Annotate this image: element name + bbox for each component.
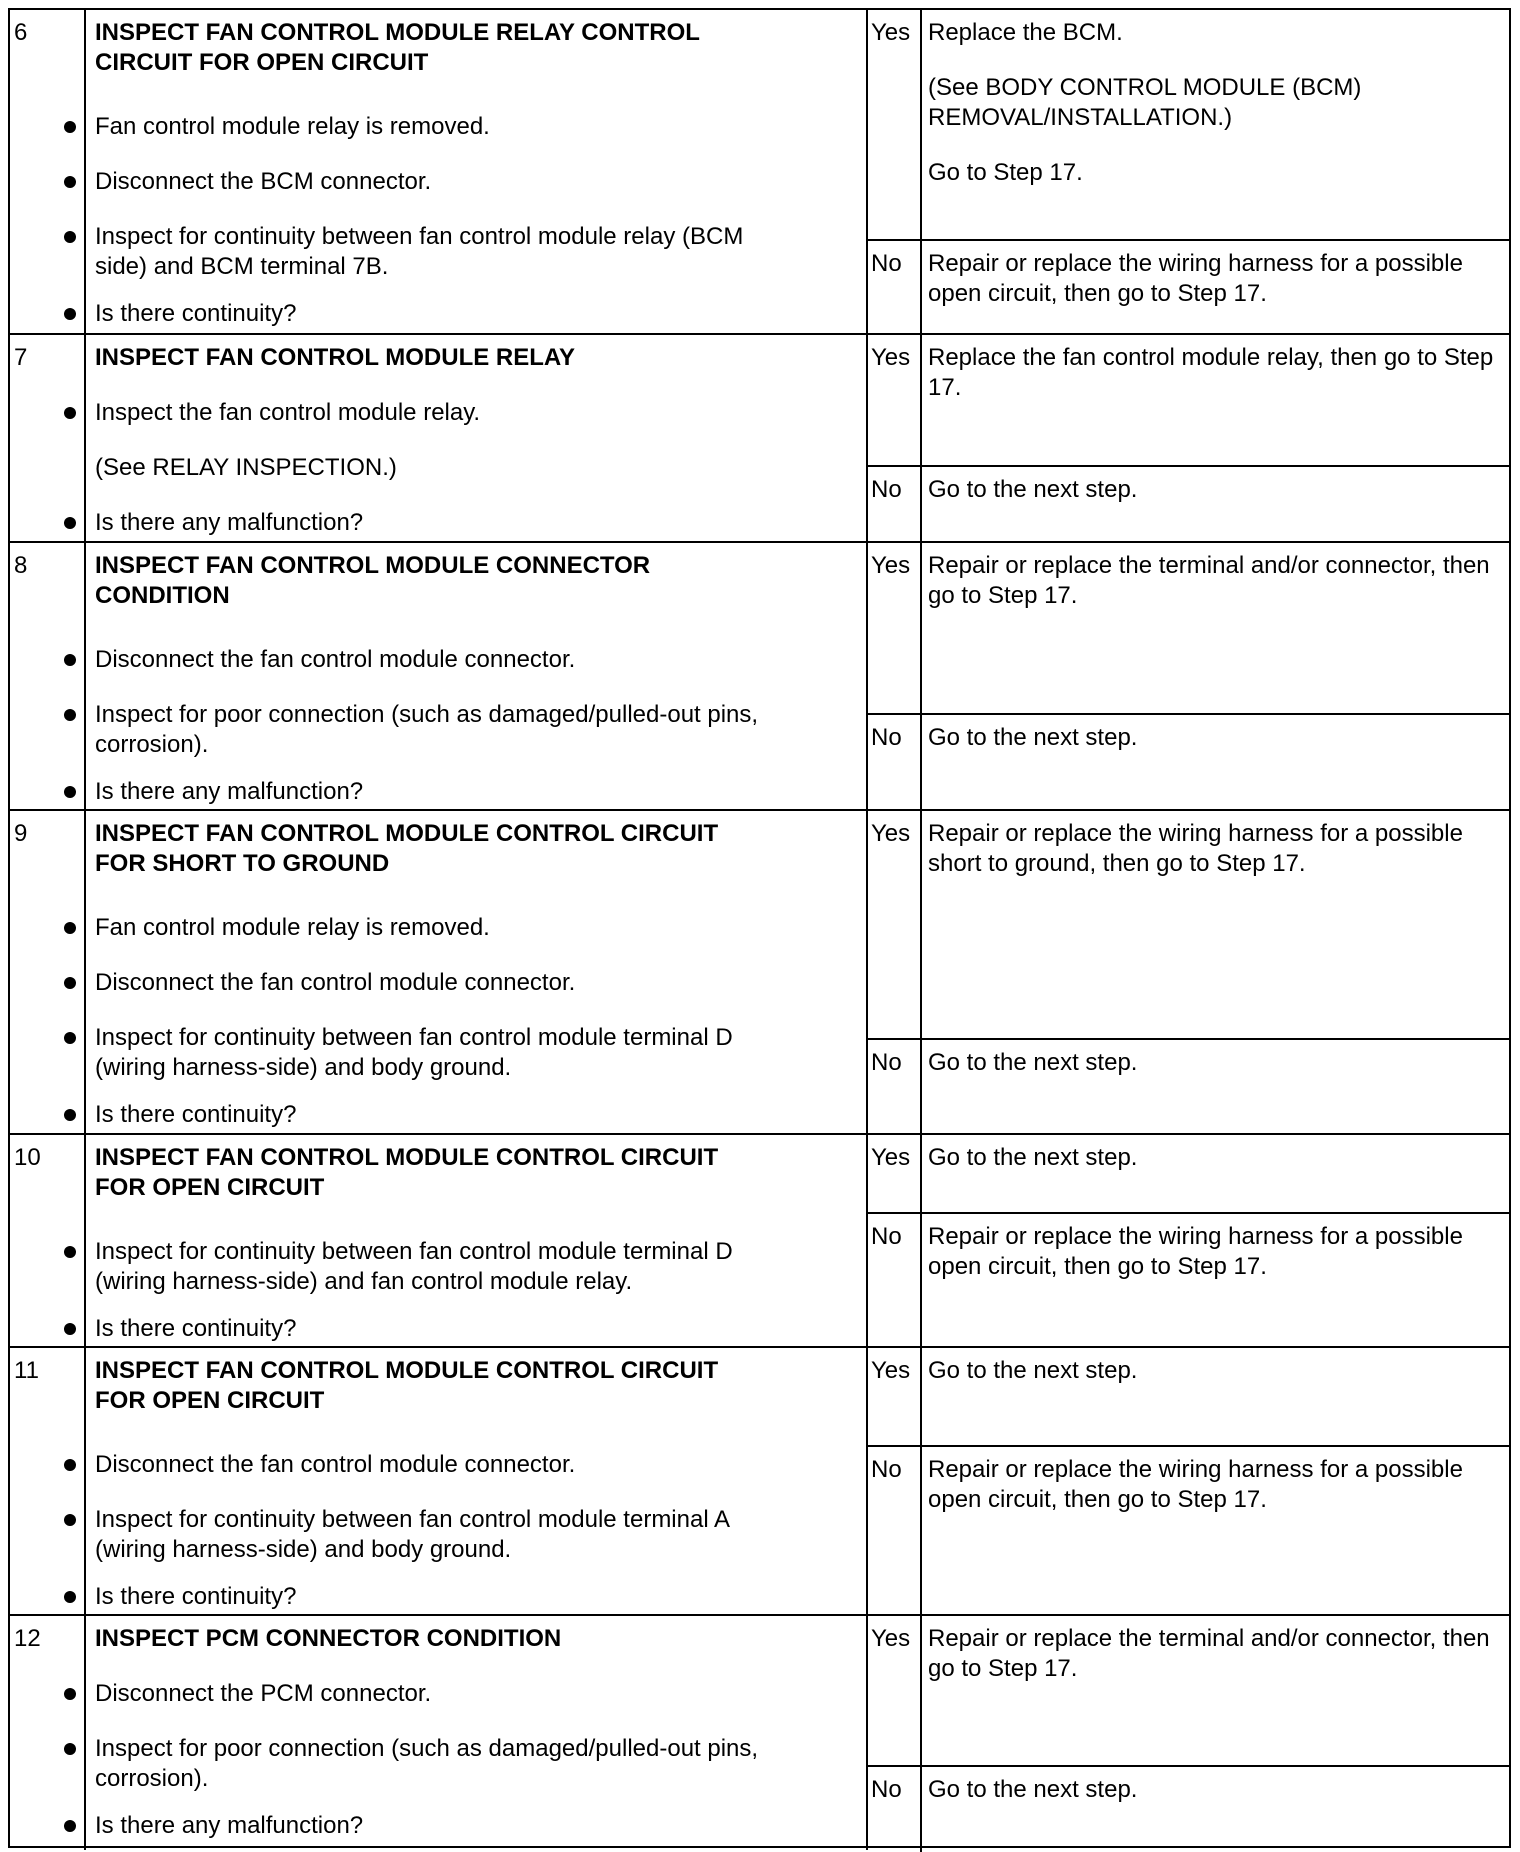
step-row (10, 1133, 1509, 1348)
no-answer-cell (868, 1040, 922, 1137)
yes-answer-cell (868, 543, 922, 713)
yes-result-cell (868, 1135, 1509, 1212)
step-number: 12 (14, 1625, 41, 1652)
no-action (928, 1775, 1508, 1805)
instruction-bullet: Inspect for poor connection (such as damaged/pulled-out pins, corrosion). (95, 1734, 775, 1794)
instruction-bullet: Fan control module relay is removed. (95, 913, 775, 943)
step-number-cell (10, 543, 86, 811)
action-text: Replace the fan control module relay, then go to Step 17. (928, 344, 1494, 401)
instruction-bullet: Inspect the fan control module relay. (95, 398, 775, 428)
no-answer-label: No (871, 1776, 902, 1803)
step-title: INSPECT FAN CONTROL MODULE CONTROL CIRCUIT FOR SHORT TO GROUND (95, 820, 719, 877)
yes-result-cell (868, 335, 1509, 465)
instruction-bullet: Inspect for poor connection (such as damaged/pulled-out pins, corrosion). (95, 700, 775, 760)
no-answer-label: No (871, 1456, 902, 1483)
no-action (928, 723, 1508, 753)
action-text: Go to the next step. (928, 1049, 1138, 1076)
step-number: 7 (14, 344, 28, 371)
no-result-cell (868, 1212, 1509, 1350)
step-title: INSPECT FAN CONTROL MODULE CONTROL CIRCUIT FOR OPEN CIRCUIT (95, 1144, 719, 1201)
action-text: Go to the next step. (928, 1776, 1138, 1803)
instruction-bullet: Is there continuity? (95, 299, 775, 329)
yes-answer-cell (868, 811, 922, 1038)
step-number-cell (10, 10, 86, 333)
no-answer-cell (868, 1214, 922, 1350)
yes-result-cell (868, 811, 1509, 1038)
yes-answer-label: Yes (871, 552, 911, 579)
no-answer-label: No (871, 476, 902, 503)
yes-action (928, 1624, 1508, 1684)
no-action (928, 1455, 1508, 1515)
instruction-bullet: Inspect for continuity between fan control module relay (BCM side) and BCM terminal 7B. (95, 222, 775, 282)
no-result-cell (868, 1445, 1509, 1618)
instruction-bullet: Fan control module relay is removed. (95, 112, 775, 142)
step-row (10, 809, 1509, 1135)
yes-action (928, 819, 1508, 879)
step-row (10, 541, 1509, 811)
action-text: Replace the BCM. (928, 19, 1123, 46)
instruction-bullet: Is there continuity? (95, 1582, 775, 1612)
no-result-cell (868, 1038, 1509, 1137)
instruction-bullet: Is there any malfunction? (95, 508, 775, 538)
no-action (928, 249, 1508, 309)
instruction-bullet: Is there continuity? (95, 1314, 775, 1344)
yes-action (928, 343, 1508, 403)
no-result-cell (868, 713, 1509, 813)
instruction-bullet: Inspect for continuity between fan control module terminal A (wiring harness-side) and body ground. (95, 1505, 775, 1565)
no-answer-cell (868, 1447, 922, 1618)
no-answer-cell (868, 1767, 922, 1852)
yes-answer-label: Yes (871, 19, 911, 46)
step-title: INSPECT FAN CONTROL MODULE RELAY CONTROL CIRCUIT FOR OPEN CIRCUIT (95, 19, 700, 76)
no-result-cell (868, 1765, 1509, 1852)
yes-answer-cell (868, 335, 922, 465)
yes-answer-cell (868, 1135, 922, 1212)
instruction-bullet: Is there any malfunction? (95, 777, 775, 807)
step-number: 6 (14, 19, 28, 46)
yes-answer-label: Yes (871, 820, 911, 847)
instruction-bullet: Is there continuity? (95, 1100, 775, 1130)
action-text: Repair or replace the wiring harness for a possible open circuit, then go to Step 17. (928, 1223, 1463, 1280)
action-text: (See BODY CONTROL MODULE (BCM) REMOVAL/INSTALLATION.) (928, 74, 1362, 131)
no-action (928, 475, 1508, 505)
action-text: Go to the next step. (928, 724, 1138, 751)
instruction-bullet: Inspect for continuity between fan control module terminal D (wiring harness-side) and fan control module relay. (95, 1237, 775, 1297)
action-text: Go to the next step. (928, 476, 1138, 503)
step-number-cell (10, 1135, 86, 1348)
step-title: INSPECT FAN CONTROL MODULE RELAY (95, 344, 576, 371)
yes-action (928, 551, 1508, 611)
no-answer-label: No (871, 250, 902, 277)
no-answer-cell (868, 467, 922, 545)
instruction-bullet: Disconnect the BCM connector. (95, 167, 775, 197)
step-title: INSPECT FAN CONTROL MODULE CONNECTOR CONDITION (95, 552, 651, 609)
diagnostic-procedure-table (8, 8, 1511, 1848)
instruction-bullet: Inspect for continuity between fan control module terminal D (wiring harness-side) and body ground. (95, 1023, 775, 1083)
no-result-cell (868, 465, 1509, 545)
action-text: Go to the next step. (928, 1357, 1138, 1384)
no-answer-label: No (871, 1223, 902, 1250)
yes-answer-label: Yes (871, 1625, 911, 1652)
yes-action (928, 18, 1508, 188)
step-row (10, 333, 1509, 543)
yes-answer-cell (868, 1348, 922, 1445)
no-action (928, 1048, 1508, 1078)
yes-result-cell (868, 1616, 1509, 1765)
no-result-cell (868, 239, 1509, 335)
yes-answer-label: Yes (871, 344, 911, 371)
action-text: Repair or replace the wiring harness for a possible open circuit, then go to Step 17. (928, 1456, 1463, 1513)
yes-result-cell (868, 543, 1509, 713)
step-number: 11 (14, 1357, 39, 1384)
action-text: Repair or replace the terminal and/or connector, then go to Step 17. (928, 552, 1490, 609)
reference-note: (See RELAY INSPECTION.) (95, 454, 397, 481)
action-text: Repair or replace the wiring harness for a possible short to ground, then go to Step 17. (928, 820, 1463, 877)
instruction-bullet: Disconnect the fan control module connector. (95, 645, 775, 675)
no-answer-cell (868, 715, 922, 813)
yes-result-cell (868, 1348, 1509, 1445)
action-text: Repair or replace the terminal and/or connector, then go to Step 17. (928, 1625, 1490, 1682)
step-row (10, 10, 1509, 333)
no-action (928, 1222, 1508, 1282)
yes-answer-cell (868, 1616, 922, 1765)
step-title: INSPECT PCM CONNECTOR CONDITION (95, 1625, 562, 1652)
yes-answer-label: Yes (871, 1144, 911, 1171)
no-answer-label: No (871, 724, 902, 751)
instruction-bullet: Disconnect the fan control module connector. (95, 1450, 775, 1480)
step-row (10, 1614, 1509, 1850)
no-answer-cell (868, 241, 922, 335)
step-number: 10 (14, 1144, 41, 1171)
action-text: Go to the next step. (928, 1144, 1138, 1171)
action-text: Go to Step 17. (928, 159, 1083, 186)
yes-answer-cell (868, 10, 922, 239)
action-text: Repair or replace the wiring harness for a possible open circuit, then go to Step 17. (928, 250, 1463, 307)
step-number: 9 (14, 820, 28, 847)
yes-action (928, 1356, 1508, 1386)
yes-action (928, 1143, 1508, 1173)
step-title: INSPECT FAN CONTROL MODULE CONTROL CIRCUIT FOR OPEN CIRCUIT (95, 1357, 719, 1414)
step-row (10, 1346, 1509, 1616)
step-number-cell (10, 811, 86, 1135)
instruction-bullet: Is there any malfunction? (95, 1811, 775, 1841)
step-number-cell (10, 1348, 86, 1616)
instruction-bullet: Disconnect the PCM connector. (95, 1679, 775, 1709)
instruction-bullet: Disconnect the fan control module connector. (95, 968, 775, 998)
step-number: 8 (14, 552, 28, 579)
no-answer-label: No (871, 1049, 902, 1076)
yes-answer-label: Yes (871, 1357, 911, 1384)
yes-result-cell (868, 10, 1509, 239)
step-number-cell (10, 335, 86, 543)
step-number-cell (10, 1616, 86, 1850)
